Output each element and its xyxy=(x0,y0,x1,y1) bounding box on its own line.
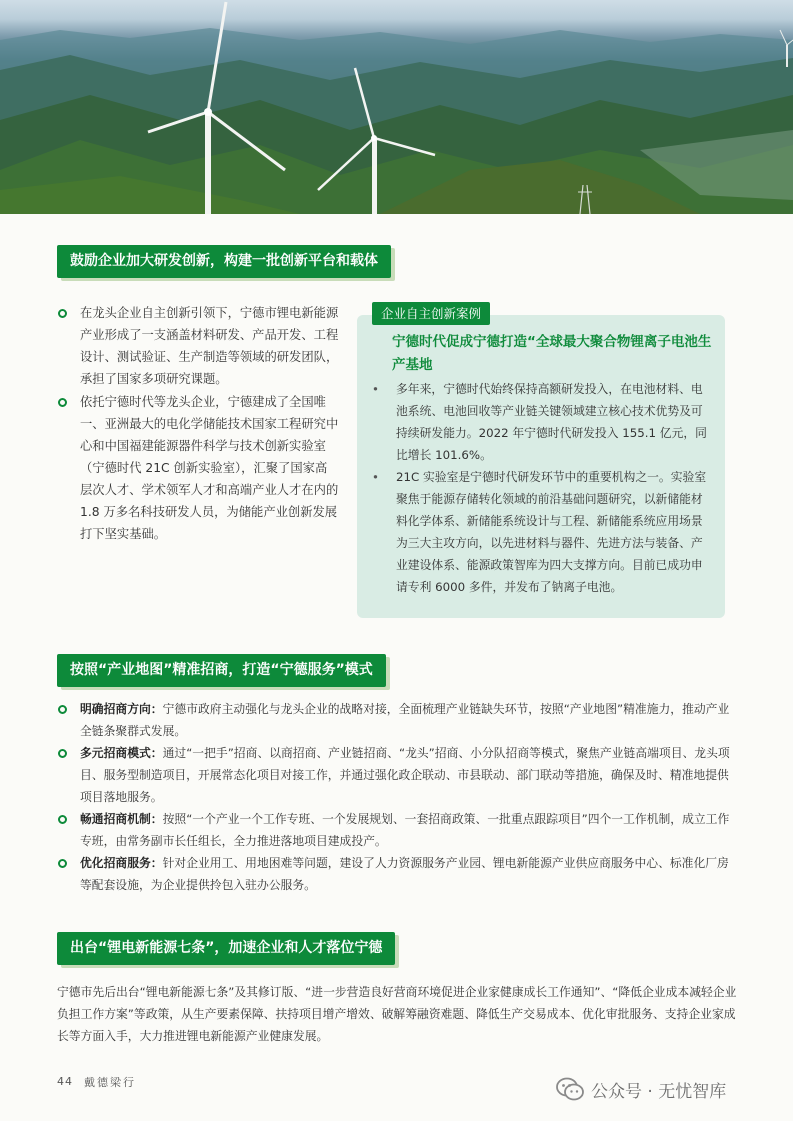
ring-bullet-icon xyxy=(58,815,67,824)
rd-bullet-list xyxy=(57,302,339,546)
list-item xyxy=(57,808,740,852)
dot-bullet-icon: • xyxy=(372,382,379,396)
case-study-tag: 企业自主创新案例 xyxy=(372,302,490,325)
case-bullet-text: 21C 实验室是宁德时代研发环节中的重要机构之一。实验室聚焦于能源存储转化领域的前沿基础问题研究，以新储能材料化学体系、新储能系统设计与工程、新储能系统应用场景为三大主攻方向，以先进材料与器件、先进方法与装备、产业建设体系、能源政策智库为四大支撑方向。目前已成功申请专利 6000 多件，并发布了钠离子电池。 xyxy=(396,470,707,594)
invest-item-text: 宁德市政府主动强化与龙头企业的战略对接，全面梳理产业链缺失环节，按照“产业地图”精准施力，推动产业全链条聚群式发展。 xyxy=(80,702,730,738)
ring-bullet-icon xyxy=(58,749,67,758)
rd-bullet-text: 依托宁德时代等龙头企业，宁德建成了全国唯一、亚洲最大的电化学储能技术国家工程研究中心和中国福建能源器件科学与技术创新实验室（宁德时代 21C 创新实验室），汇聚了国家高层次人才、学术领军人才和高端产业人才在内的 1.8 万多名科技研发人员，为储能产业创新发展打下坚实基础。 xyxy=(80,395,339,541)
section-header-invest: 按照“产业地图”精准招商，打造“宁德服务”模式 xyxy=(57,654,386,687)
case-study-title: 宁德时代促成宁德打造“全球最大聚合物锂离子电池生产基地 xyxy=(392,334,712,373)
invest-item-text: 针对企业用工、用地困难等问题，建设了人力资源服务产业园、锂电新能源产业供应商服务中心、标准化厂房等配套设施，为企业提供拎包入驻办公服务。 xyxy=(80,856,729,892)
section-header-policy: 出台“锂电新能源七条”，加速企业和人才落位宁德 xyxy=(57,932,395,965)
rd-bullet-text: 在龙头企业自主创新引领下，宁德市锂电新能源产业形成了一支涵盖材料研发、产品开发、工程设计、测试验证、生产制造等领域的研发团队，承担了国家多项研究课题。 xyxy=(80,306,339,386)
invest-item-text: 按照“一个产业一个工作专班、一个发展规划、一套招商政策、一批重点跟踪项目”四个一工作机制，成立工作专班，由常务副市长任组长，全力推进落地项目建成投产。 xyxy=(80,812,730,848)
section-header-rd: 鼓励企业加大研发创新，构建一批创新平台和载体 xyxy=(57,245,391,278)
ring-bullet-icon xyxy=(58,705,67,714)
case-bullet-list xyxy=(372,378,714,598)
wechat-icon xyxy=(555,1076,585,1102)
list-item xyxy=(57,852,740,896)
list-item xyxy=(57,391,339,545)
list-item xyxy=(57,302,339,390)
policy-paragraph: 宁德市先后出台“锂电新能源七条”及其修订版、“进一步营造良好营商环境促进企业家健康成长工作通知”、“降低企业成本减轻企业负担工作方案”等政策，从生产要素保障、扶持项目增产增效、破解筹融资难题、降低生产交易成本、优化审批服务、支持企业家成长等方面入手，大力推进锂电新能源产业健康发展。 xyxy=(57,985,737,1043)
invest-item-text: 通过“一把手”招商、以商招商、产业链招商、“龙头”招商、小分队招商等模式，聚焦产业链高端项目、龙头项目、服务型制造项目，开展常态化项目对接工作，并通过强化政企联动、市县联动、部门联动等措施，确保及时、精准地提供项目落地服务。 xyxy=(80,746,730,804)
watermark xyxy=(555,1072,726,1106)
list-item xyxy=(57,742,740,808)
invest-item-label: 多元招商模式： xyxy=(80,746,163,760)
invest-item-label: 畅通招商机制： xyxy=(80,812,163,826)
ring-bullet-icon xyxy=(58,859,67,868)
invest-item-label: 优化招商服务： xyxy=(80,856,163,870)
list-item xyxy=(57,698,740,742)
ring-bullet-icon xyxy=(58,309,67,318)
list-item xyxy=(372,466,714,598)
case-bullet-text: 多年来，宁德时代始终保持高额研发投入，在电池材料、电池系统、电池回收等产业链关键领域建立核心技术优势及可持续研发能力。2022 年宁德时代研发投入 155.1 亿元，同比增长 101.6%。 xyxy=(396,382,707,462)
invest-item-label: 明确招商方向： xyxy=(80,702,163,716)
dot-bullet-icon: • xyxy=(372,470,379,484)
hero-image xyxy=(0,0,793,214)
ring-bullet-icon xyxy=(58,398,67,407)
invest-bullet-list xyxy=(57,698,740,896)
wind-turbine-landscape xyxy=(0,0,793,214)
watermark-text: 公众号 · 无忧智库 xyxy=(591,1081,727,1102)
page-number: 44 xyxy=(57,1075,73,1088)
footer-title: 戴德梁行 xyxy=(84,1076,136,1089)
list-item xyxy=(372,378,714,466)
